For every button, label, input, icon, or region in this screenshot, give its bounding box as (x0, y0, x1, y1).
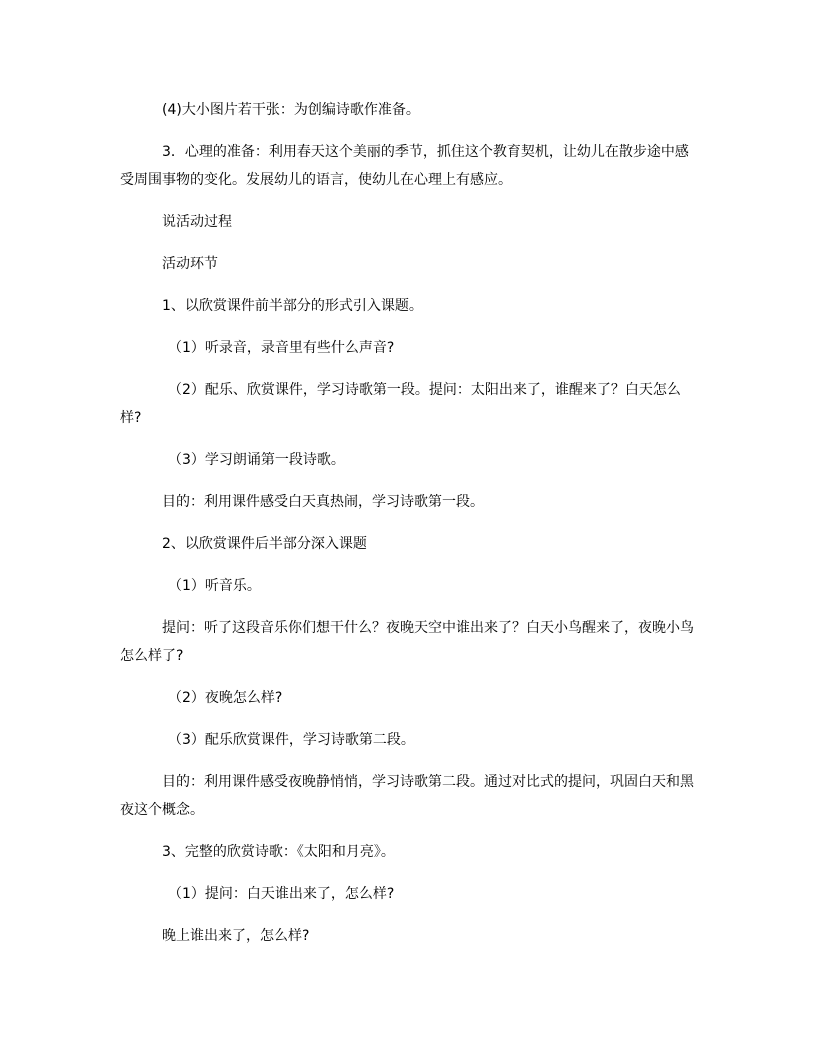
paragraph: （2）配乐、欣赏课件，学习诗歌第一段。提问：太阳出来了，谁醒来了？白天怎么样? (120, 382, 681, 426)
document-body (120, 96, 696, 964)
paragraph: 活动环节 (162, 256, 218, 272)
paragraph: （1）听录音，录音里有些什么声音? (168, 340, 395, 356)
paragraph: 2、以欣赏课件后半部分深入课题 (162, 536, 367, 552)
paragraph: （1）听音乐。 (168, 578, 261, 594)
paragraph: （3）学习朗诵第一段诗歌。 (168, 452, 345, 468)
paragraph: 1、以欣赏课件前半部分的形式引入课题。 (162, 298, 423, 314)
paragraph: （3）配乐欣赏课件，学习诗歌第二段。 (168, 732, 415, 748)
paragraph: 3、完整的欣赏诗歌：《太阳和月亮》。 (162, 844, 395, 860)
paragraph: 目的：利用课件感受夜晚静悄悄，学习诗歌第二段。通过对比式的提问，巩固白天和黑夜这个概念。 (120, 774, 694, 818)
paragraph: 提问：听了这段音乐你们想干什么？夜晚天空中谁出来了？白天小鸟醒来了，夜晚小鸟怎么样了? (120, 620, 694, 664)
paragraph: 说活动过程 (162, 214, 232, 230)
paragraph: 目的：利用课件感受白天真热闹，学习诗歌第一段。 (162, 494, 484, 510)
paragraph: （1）提问：白天谁出来了，怎么样? (168, 886, 395, 902)
paragraph: (4)大小图片若干张：为创编诗歌作准备。 (162, 102, 420, 118)
paragraph: （2）夜晚怎么样? (168, 690, 283, 706)
paragraph: 3．心理的准备：利用春天这个美丽的季节，抓住这个教育契机，让幼儿在散步途中感受周围事物的变化。发展幼儿的语言，使幼儿在心理上有感应。 (120, 144, 689, 188)
paragraph: 晚上谁出来了，怎么样? (162, 928, 310, 944)
